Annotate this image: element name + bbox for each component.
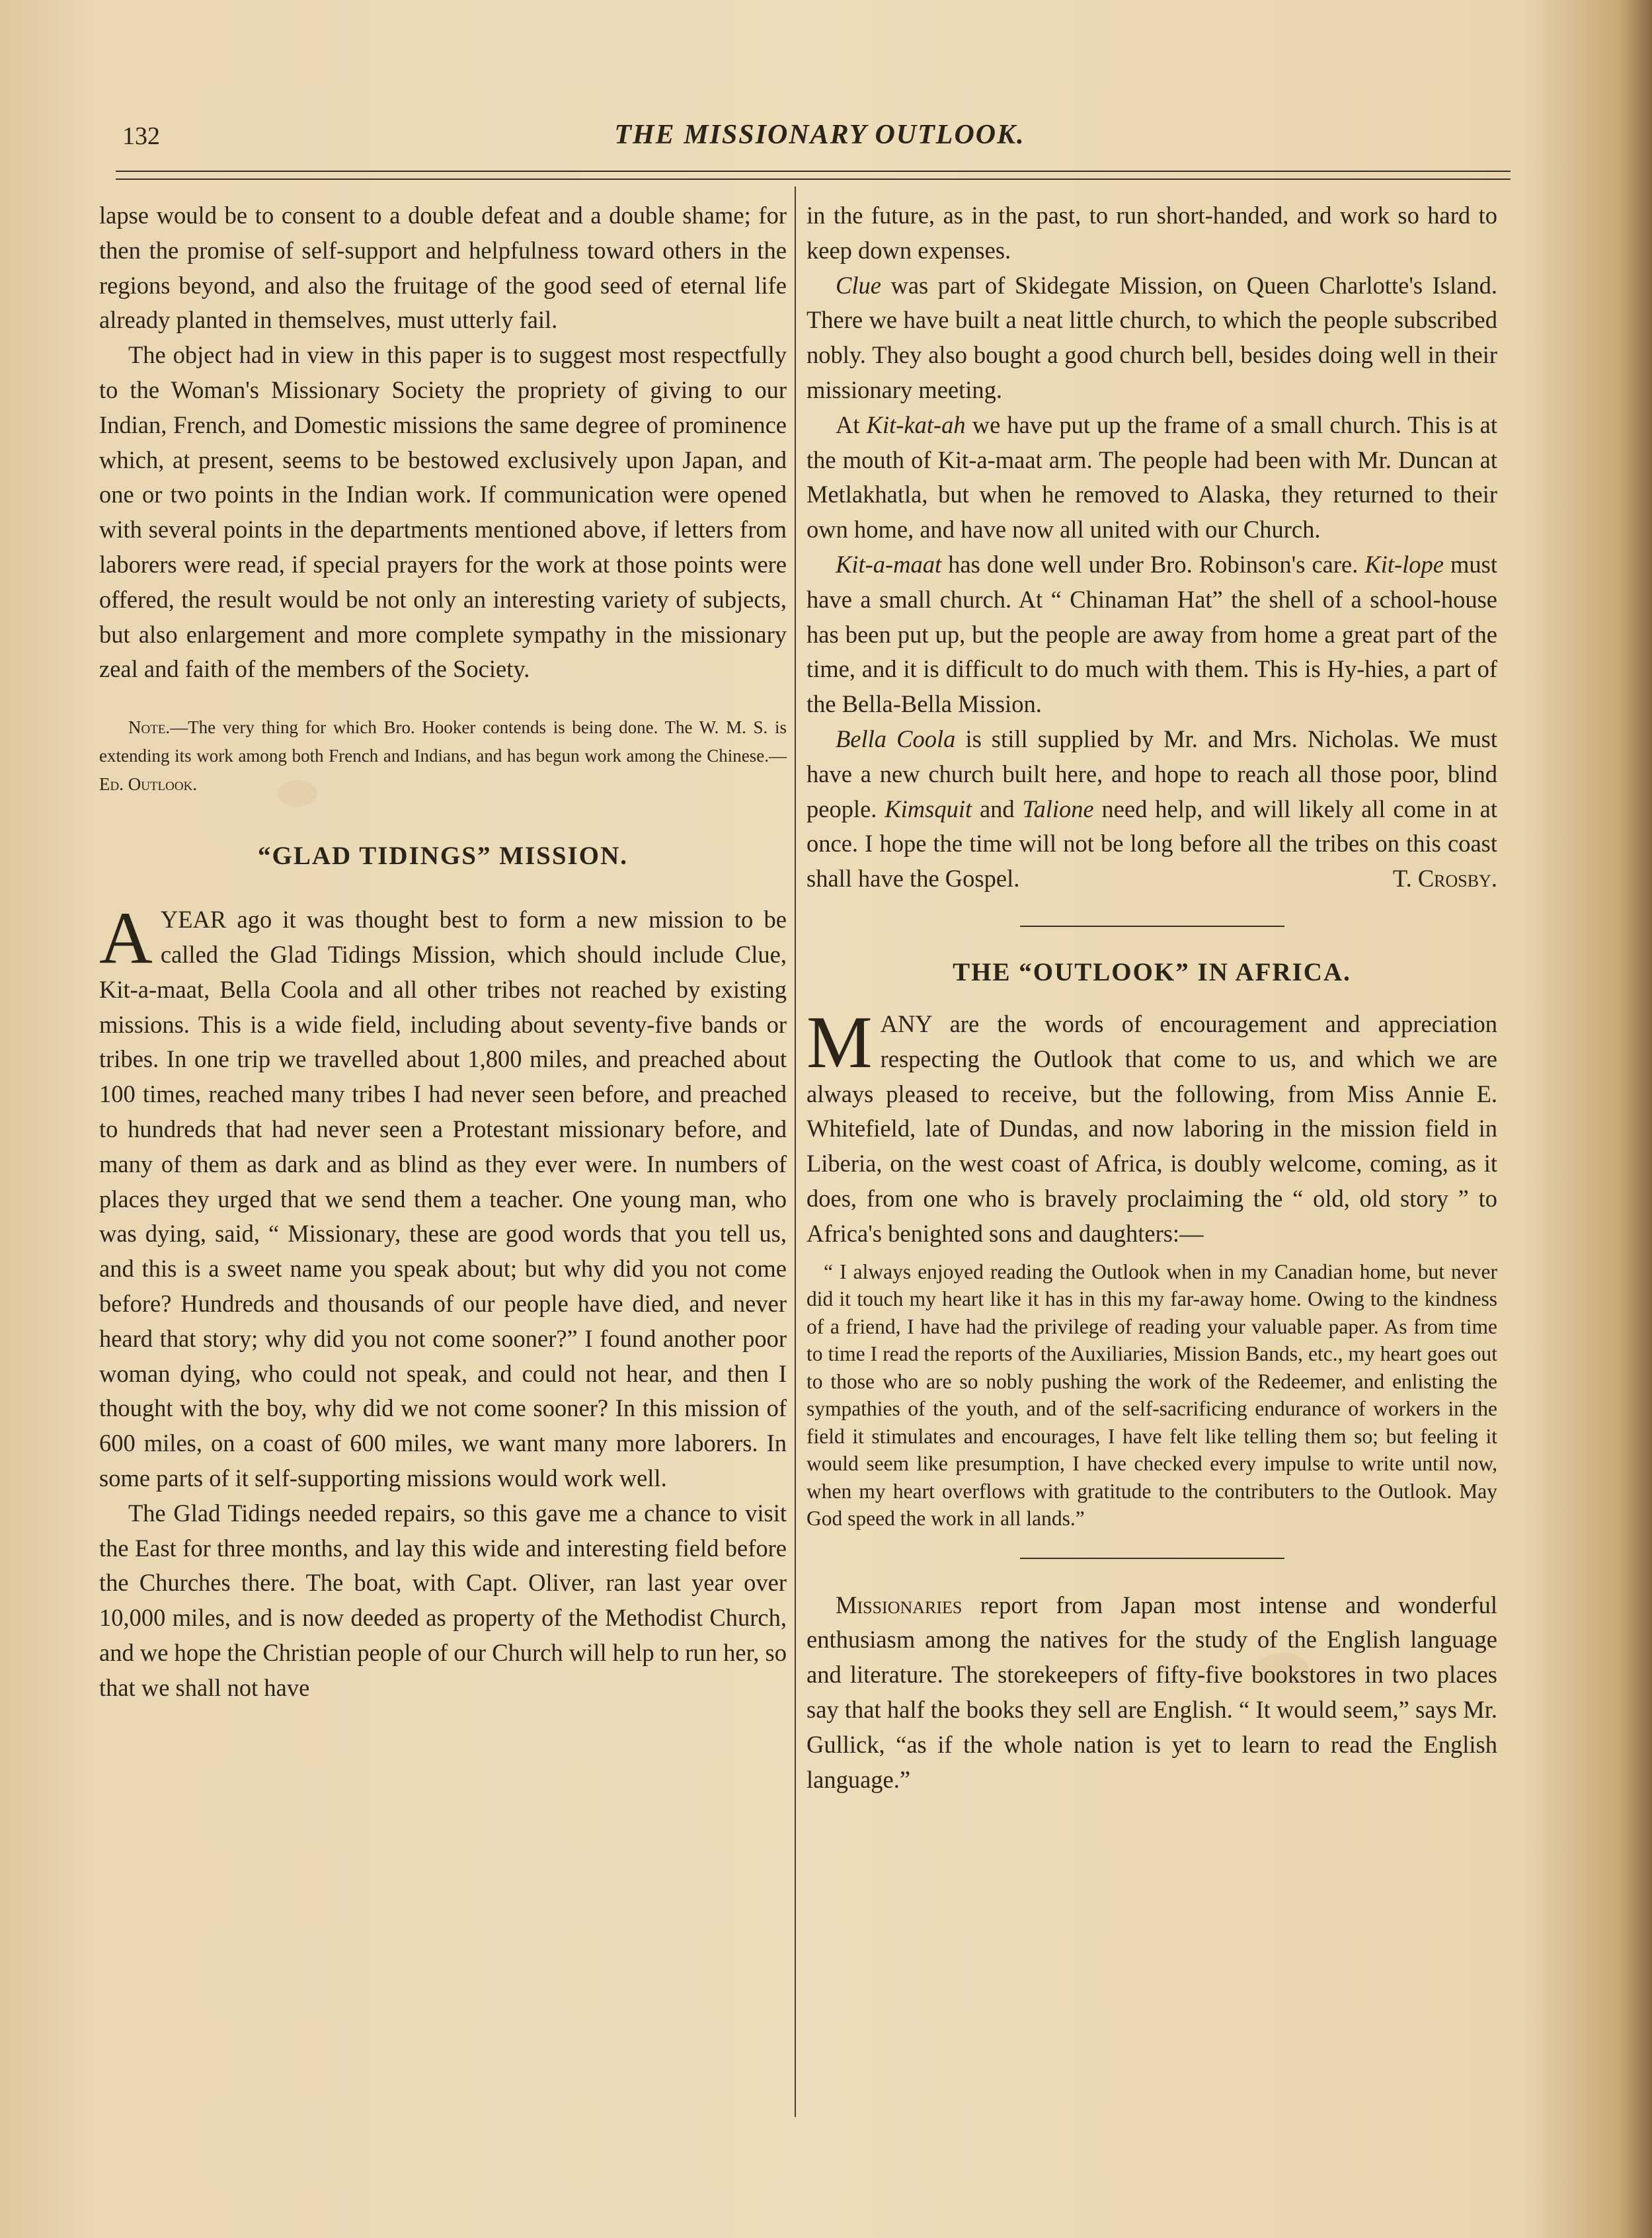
drop-cap: A [99, 897, 153, 980]
japan-text: report from Japan most intense and wonderful enthusiasm among the natives for the study of the English language and literature. The storekeepers of fifty-five bookstores in two places say that half the books they sell are English. “ It would seem,” says Mr. Gullick, “as if the whole nation is yet to learn to read the English language.” [806, 1591, 1497, 1793]
whitefield-quote: “ I always enjoyed reading the Outlook when in my Canadian home, but never did it touch my heart like it has in this my far-away home. Owing to the kindness of a friend, I have had the privilege of reading your valuable paper. As from time to time I read the reports of the Auxiliaries, Mission Bands, etc., my heart goes out to those who are so nobly pushing the work of the Redeemer, and enlisting the sympathies of the youth, and of the self-sacrificing endurance of workers in the field it stimulates and encourages, I have felt like telling them so; but feeling it would seem like presumption, I have checked every impulse to write until now, when my heart overflows with gratitude to the contributers to the Outlook. May God speed the work in all lands.” [806, 1259, 1497, 1531]
kitkat-text: we have put up the frame of a small church. This is at the mouth of Kit-a-maat arm. The people had been with Mr. Duncan at Metlakhatla, but when he removed to Alaska, they returned to their own home, and have now all united with our Church. [806, 411, 1498, 543]
kitkat-pre: At [836, 411, 867, 438]
signature-crosby: T. Crosby. [1392, 865, 1497, 893]
header-rule [116, 171, 1511, 180]
africa-heading: THE “OUTLOOK” IN AFRICA. [953, 957, 1351, 986]
place-kimsquit: Kimsquit [885, 795, 972, 822]
glad-tidings-repairs: The Glad Tidings needed repairs, so this gave me a chance to visit the East for three months, and lay this wide and interesting field before the Churches there. The boat, with Capt. Oliver, ran last year over 10,000 miles, and is now deeded as property of the Methodist Church, and we hope the Christian people of our Church will help to run her, so that we shall not have [99, 1499, 787, 1701]
bella-text: is still supplied by Mr. and Mrs. Nicholas. We must have a new church built here, and hope to reach all those poor, blind people. [806, 725, 1497, 822]
japan-lead: Missionaries [836, 1591, 963, 1619]
talione-text: need help, and will likely all come in at once. I hope the time will not be long before all the tribes on this coast shall have the Gospel. [806, 795, 1497, 893]
column-divider [795, 186, 796, 2117]
place-bella-coola: Bella Coola [836, 725, 956, 752]
right-column [806, 198, 1497, 1797]
paragraph-future: in the future, as in the past, to run short-handed, and work so hard to keep down expenses. [806, 202, 1497, 264]
japan-paragraph [806, 1588, 1497, 1798]
glad-tidings-text: YEAR ago it was thought best to form a new mission to be called the Glad Tidings Mission, which should include Clue, Kit-a-maat, Bella Coola and all other tribes not reached by existing missions. This is a wide field, including about seventy-five bands or tribes. In one trip we travelled about 1,800 miles, and preached about 100 times, reached many tribes I had never seen before, and preached to hundreds that had never seen a Protestant missionary before, and many of them as dark and as blind as they ever were. In numbers of places they urged that we send them a teacher. One young man, who was dying, said, “ Missionary, these are good words that you tell us, and this is a sweet name you speak about; but why did you not come before? Hundreds and thousands of our people have died, and never heard that story; why did you not come sooner?” I found another poor woman dying, who could not speak, and could not hear, and then I thought with the boy, why did we not come sooner? In this mission of 600 miles, on a coast of 600 miles, we want many more laborers. In some parts of it self-supporting missions would work well. [99, 906, 787, 1492]
paragraph-kitamaat [806, 547, 1497, 722]
note-text: —The very thing for which Bro. Hooker contends is being done. The W. M. S. is extending its work among both French and Indians, and has begun work among the Chinese.— [99, 717, 787, 766]
note-label: Note. [128, 717, 171, 738]
place-kitkatah: Kit-kat-ah [866, 411, 966, 438]
editor-note [99, 713, 787, 799]
paragraph-bella-coola [806, 722, 1497, 897]
paragraph-clue [806, 268, 1497, 408]
left-column [99, 198, 787, 1705]
place-kitamaat: Kit-a-maat [836, 550, 942, 578]
note-signature: Ed. Outlook. [99, 774, 198, 795]
paragraph-lapse: lapse would be to consent to a double defeat and a double shame; for then the promise of self-support and helpfulness toward others in the regions beyond, and also the fruitage of the good seed of eternal life already planted in themselves, must utterly fail. [99, 202, 787, 334]
page-number: 132 [122, 122, 160, 150]
clue-text: was part of Skidegate Mission, on Queen Charlotte's Island. There we have built a neat little church, to which the people subscribed nobly. They also bought a good church bell, besides doing well in their missionary meeting. [806, 271, 1497, 403]
running-head [122, 111, 1517, 157]
place-kitlope: Kit-lope [1364, 550, 1444, 578]
kitlope-text: must have a small church. At “ Chinaman Hat” the shell of a school-house has been put up, but the people are away from home a great part of the time, and it is difficult to do much with them. This is Hy-hies, a part of the Bella-Bella Mission. [806, 550, 1497, 718]
glad-tidings-heading: “GLAD TIDINGS” MISSION. [258, 842, 628, 871]
glad-tidings-paragraph [99, 897, 787, 1496]
paragraph-kitkatah [806, 408, 1497, 547]
kimsquit-mid: and [972, 795, 1023, 822]
drop-cap: M [806, 1001, 873, 1084]
place-talione: Talione [1022, 795, 1094, 822]
africa-text: ANY are the words of encouragement and appreciation respecting the Outlook that come to us, and which we are always pleased to receive, but the following, from Miss Annie E. Whitefield, late of Dundas, and now laboring in the mission field in Liberia, on the west coast of Africa, is doubly welcome, coming, as it does, from one who is bravely proclaiming the “ old, old story ” to Africa's benighted sons and daughters:— [806, 1010, 1497, 1247]
paragraph-object: The object had in view in this paper is to suggest most respectfully to the Woman's Missionary Society the propriety of giving to our Indian, French, and Domestic missions the same degree of prominence which, at present, seems to be bestowed exclusively upon Japan, and one or two points in the Indian work. If communication were opened with several points in the departments mentioned above, if letters from laborers were read, if special prayers for the work at those points were offered, the result would be not only an interesting variety of subjects, but also enlargement and more complete sympathy in the missionary zeal and faith of the members of the Society. [99, 341, 787, 683]
place-clue: Clue [836, 271, 881, 299]
africa-paragraph [806, 1001, 1497, 1252]
journal-title: THE MISSIONARY OUTLOOK. [614, 120, 1025, 150]
kitamaat-text: has done well under Bro. Robinson's care. [941, 550, 1365, 578]
